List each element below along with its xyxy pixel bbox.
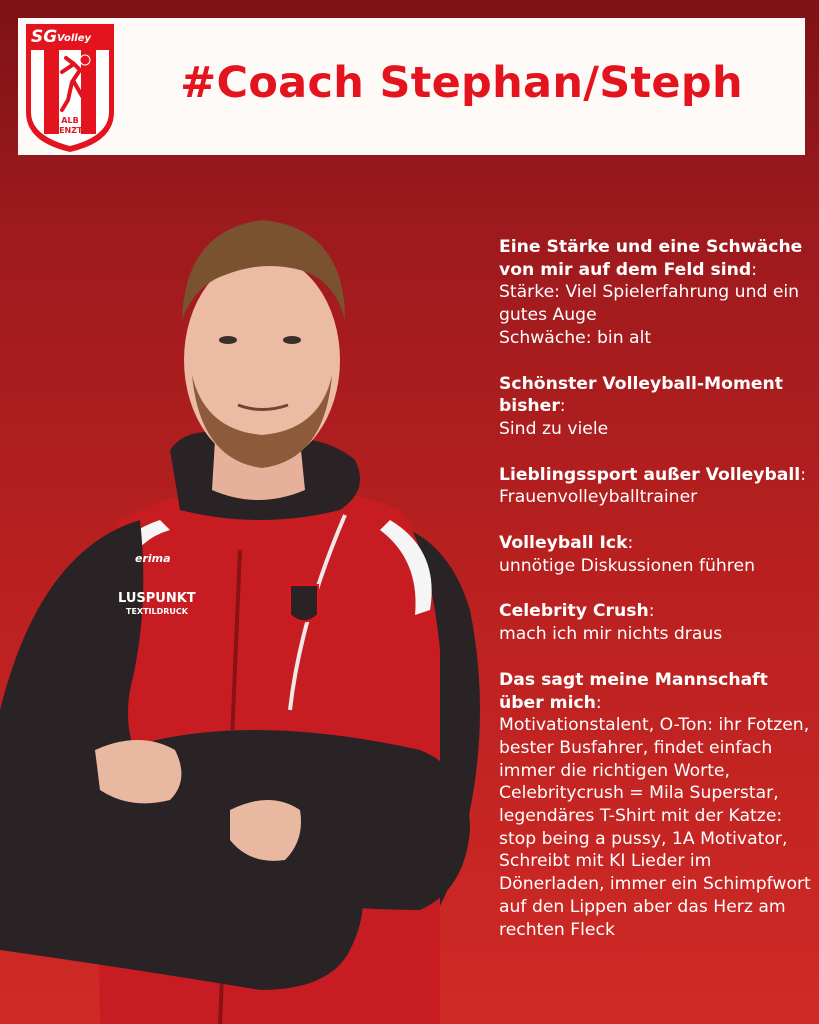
profile-info <box>499 236 815 964</box>
logo-text-sg: SG <box>31 27 58 47</box>
profile-answer: Frauenvolleyballtrainer <box>499 487 698 508</box>
profile-answer: unnötige Diskussionen führen <box>499 555 755 576</box>
profile-answer: mach ich mir nichts draus <box>499 624 723 645</box>
profile-item-favorite-sport: Lieblingssport außer Volleyball: Frauenvolleyballtrainer <box>499 464 815 509</box>
profile-question: Schönster Volleyball-Moment bisher <box>499 373 783 417</box>
jacket-club-badge <box>290 585 318 622</box>
club-logo <box>22 20 118 154</box>
jacket-sponsor-line1: LUSPUNKT <box>118 591 196 606</box>
profile-item-strength-weakness: Eine Stärke und eine Schwäche von mir auf dem Feld sind: Stärke: Viel Spielerfahrung und ein gutes Auge Schwäche: bin alt <box>499 236 815 350</box>
jacket-brand-label: erima <box>135 552 171 565</box>
header-banner <box>18 18 805 155</box>
profile-answer: Sind zu viele <box>499 418 609 439</box>
profile-question: Volleyball Ick <box>499 533 628 554</box>
profile-item-best-moment: Schönster Volleyball-Moment bisher: Sind zu viele <box>499 373 815 441</box>
profile-answer: Stärke: Viel Spielerfahrung und ein gutes Auge <box>499 282 800 326</box>
profile-item-volleyball-ick: Volleyball Ick: unnötige Diskussionen führen <box>499 532 815 577</box>
profile-answer: Schwäche: bin alt <box>499 327 652 348</box>
profile-question: Das sagt meine Mannschaft über mich <box>499 669 768 713</box>
profile-item-celebrity-crush: Celebrity Crush: mach ich mir nichts draus <box>499 600 815 645</box>
coach-photo <box>0 190 520 1024</box>
logo-text-alb: ALB <box>61 116 79 125</box>
profile-question: Lieblingssport außer Volleyball <box>499 464 801 485</box>
profile-item-team-says: Das sagt meine Mannschaft über mich: Motivationstalent, O-Ton: ihr Fotzen, bester Busfahrer, findet einfach immer die richtigen Worte, Celebritycrush = Mila Superstar, legendäres T-Shirt mit der Katze: stop being a pussy, 1A Motivator, Schreibt mit KI Lieder im Dönerladen, immer ein Schimpfwort auf den Lippen aber das Herz am rechten Fleck <box>499 669 815 941</box>
page-title: #Coach Stephan/Steph <box>180 58 743 108</box>
logo-text-volley: Volley <box>57 33 92 44</box>
profile-question: Celebrity Crush <box>499 601 649 622</box>
profile-answer: Motivationstalent, O-Ton: ihr Fotzen, bester Busfahrer, findet einfach immer die richtigen Worte, Celebritycrush = Mila Superstar, legendäres T-Shirt mit der Katze: stop being a pussy, 1A Motivator, Schreibt mit KI Lieder im Dönerladen, immer ein Schimpfwort auf den Lippen aber das Herz am rechten Fleck <box>499 715 811 940</box>
profile-question: Eine Stärke und eine Schwäche von mir auf dem Feld sind <box>499 237 803 280</box>
jacket-sponsor-line2: TEXTILDRUCK <box>126 607 188 616</box>
logo-text-brenztal: BRENZTAL <box>46 126 94 135</box>
